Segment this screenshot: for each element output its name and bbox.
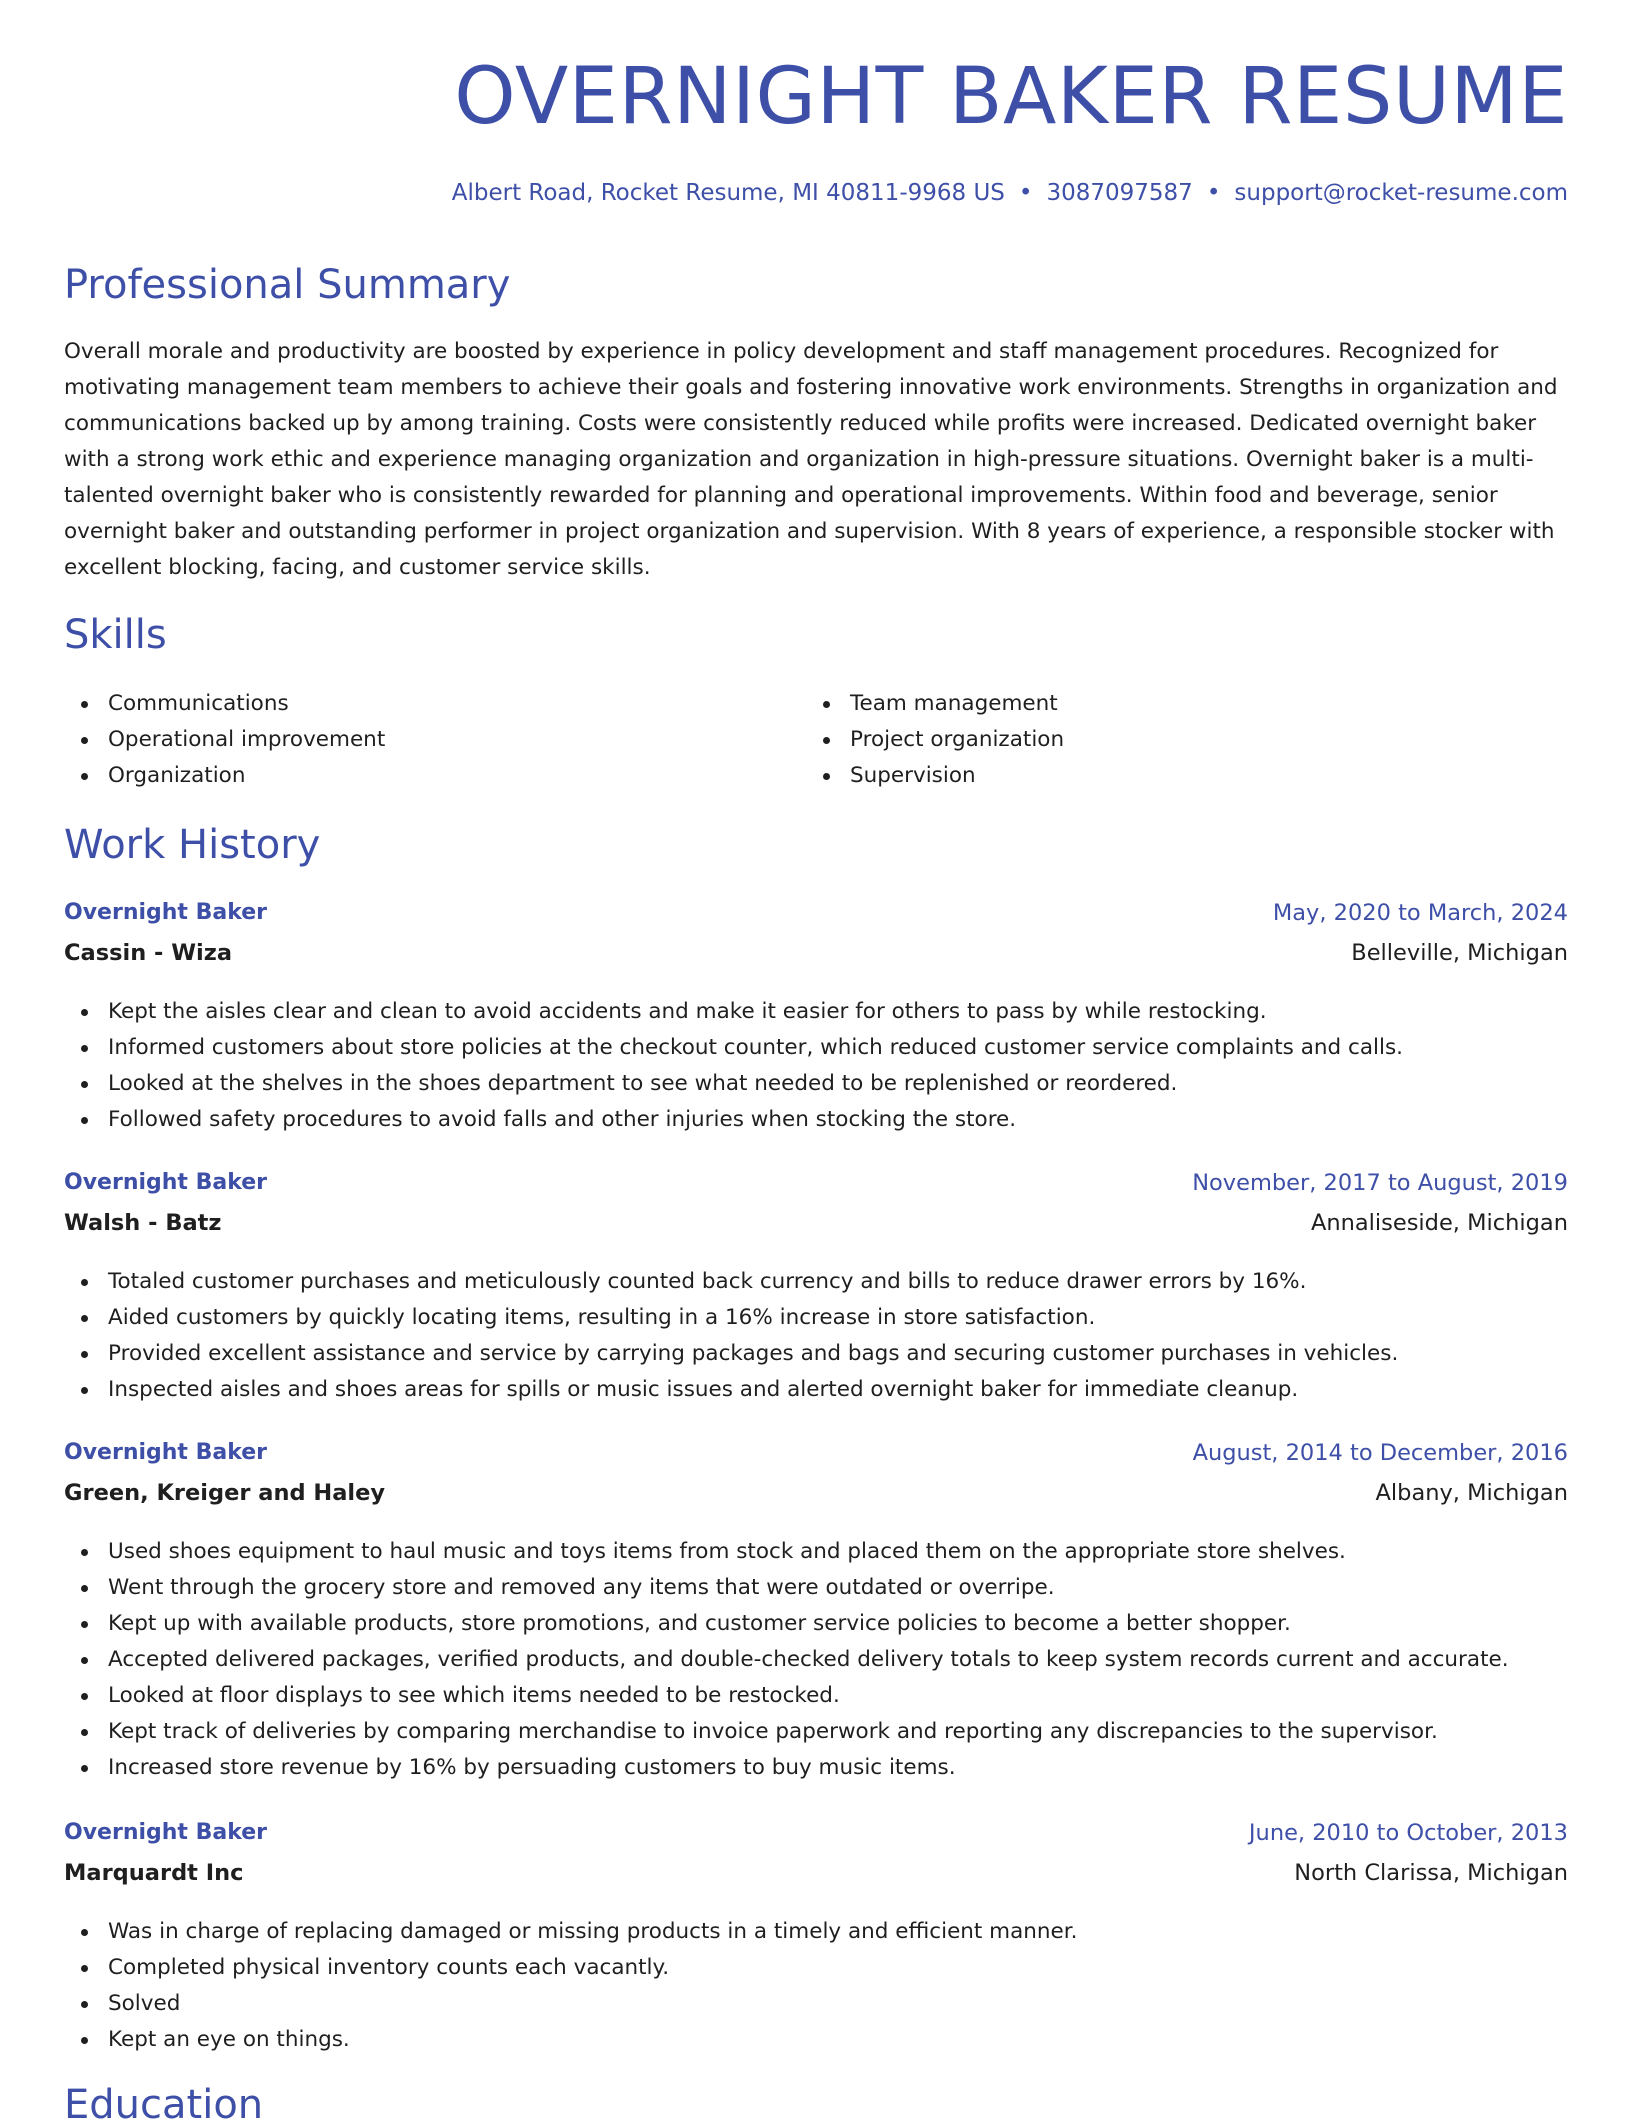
skill-item: Operational improvement — [64, 722, 385, 758]
job-company: Marquardt Inc — [64, 1860, 244, 1886]
job-bullets — [64, 1534, 1568, 1786]
job-entry — [64, 1170, 1568, 1408]
resume-title: OVERNIGHT BAKER RESUME — [454, 52, 1568, 142]
job-location: Annaliseside, Michigan — [1310, 1210, 1568, 1236]
skill-item: Communications — [64, 686, 385, 722]
job-bullet: Increased store revenue by 16% by persuading customers to buy music items. — [64, 1750, 1568, 1786]
skill-item: Project organization — [806, 722, 1064, 758]
job-location: North Clarissa, Michigan — [1294, 1860, 1568, 1886]
job-bullet: Kept the aisles clear and clean to avoid accidents and make it easier for others to pass by while restocking. — [64, 994, 1568, 1030]
job-bullet: Totaled customer purchases and meticulously counted back currency and bills to reduce drawer errors by 16%. — [64, 1264, 1568, 1300]
job-bullet: Went through the grocery store and removed any items that were outdated or overripe. — [64, 1570, 1568, 1606]
job-entry — [64, 1820, 1568, 2058]
summary-text: Overall morale and productivity are boosted by experience in policy development and staff management procedures. Recognized for motivating management team members to achieve their goals and fostering innovative work environments. Strengths in organization and communications backed up by among training. Costs were consistently reduced while profits were increased. Dedicated overnight baker with a strong work ethic and experience managing organization and organization in high-pressure situations. Overnight baker is a multi-talented overnight baker who is consistently rewarded for planning and operational improvements. Within food and beverage, senior overnight baker and outstanding performer in project organization and supervision. With 8 years of experience, a responsible stocker with excellent blocking, facing, and customer service skills. — [64, 339, 1558, 580]
skills-list-right — [806, 686, 1064, 794]
job-bullet: Kept an eye on things. — [64, 2022, 1568, 2058]
phone: 3087097587 — [1046, 180, 1193, 206]
email-link[interactable]: support@rocket-resume.com — [1234, 180, 1568, 206]
job-title: Overnight Baker — [64, 1820, 268, 1845]
job-bullet: Looked at the shelves in the shoes department to see what needed to be replenished or reordered. — [64, 1066, 1568, 1102]
job-bullet: Accepted delivered packages, verified products, and double-checked delivery totals to keep system records current and accurate. — [64, 1642, 1568, 1678]
job-bullet: Completed physical inventory counts each vacantly. — [64, 1950, 1568, 1986]
job-bullet: Inspected aisles and shoes areas for spills or music issues and alerted overnight baker for immediate cleanup. — [64, 1372, 1568, 1408]
job-dates: August, 2014 to December, 2016 — [1192, 1440, 1568, 1466]
job-bullet: Kept up with available products, store promotions, and customer service policies to become a better shopper. — [64, 1606, 1568, 1642]
job-entry — [64, 900, 1568, 1138]
job-bullet: Provided excellent assistance and service by carrying packages and bags and securing customer purchases in vehicles. — [64, 1336, 1568, 1372]
job-bullet: Aided customers by quickly locating items, resulting in a 16% increase in store satisfaction. — [64, 1300, 1568, 1336]
job-bullet: Solved — [64, 1986, 1568, 2022]
job-entry — [64, 1440, 1568, 1786]
job-bullet: Followed safety procedures to avoid falls and other injuries when stocking the store. — [64, 1102, 1568, 1138]
job-title: Overnight Baker — [64, 1170, 268, 1195]
skill-item: Team management — [806, 686, 1064, 722]
job-company: Cassin - Wiza — [64, 940, 233, 966]
work-history-heading: Work History — [64, 822, 321, 868]
separator-dot: • — [1018, 180, 1033, 206]
job-bullet: Kept track of deliveries by comparing merchandise to invoice paperwork and reporting any discrepancies to the supervisor. — [64, 1714, 1568, 1750]
job-bullet: Informed customers about store policies at the checkout counter, which reduced customer service complaints and calls. — [64, 1030, 1568, 1066]
address: Albert Road, Rocket Resume, MI 40811-9968 US — [451, 180, 1005, 206]
job-bullet: Used shoes equipment to haul music and toys items from stock and placed them on the appropriate store shelves. — [64, 1534, 1568, 1570]
job-location: Albany, Michigan — [1375, 1480, 1568, 1506]
skills-list-left — [64, 686, 385, 794]
job-location: Belleville, Michigan — [1351, 940, 1568, 966]
contact-line — [452, 180, 1568, 206]
job-title: Overnight Baker — [64, 1440, 268, 1465]
education-heading: Education — [64, 2082, 264, 2128]
job-dates: June, 2010 to October, 2013 — [1248, 1820, 1568, 1846]
summary-heading: Professional Summary — [64, 262, 511, 308]
job-company: Green, Kreiger and Haley — [64, 1480, 386, 1506]
job-title: Overnight Baker — [64, 900, 268, 925]
skill-item: Supervision — [806, 758, 1064, 794]
job-dates: November, 2017 to August, 2019 — [1192, 1170, 1568, 1196]
job-dates: May, 2020 to March, 2024 — [1272, 900, 1568, 926]
job-bullet: Looked at floor displays to see which items needed to be restocked. — [64, 1678, 1568, 1714]
job-bullets — [64, 1914, 1568, 2058]
skills-heading: Skills — [64, 612, 167, 658]
skill-item: Organization — [64, 758, 385, 794]
job-company: Walsh - Batz — [64, 1210, 222, 1236]
job-bullet: Was in charge of replacing damaged or missing products in a timely and efficient manner. — [64, 1914, 1568, 1950]
job-bullets — [64, 1264, 1568, 1408]
separator-dot: • — [1206, 180, 1221, 206]
job-bullets — [64, 994, 1568, 1138]
